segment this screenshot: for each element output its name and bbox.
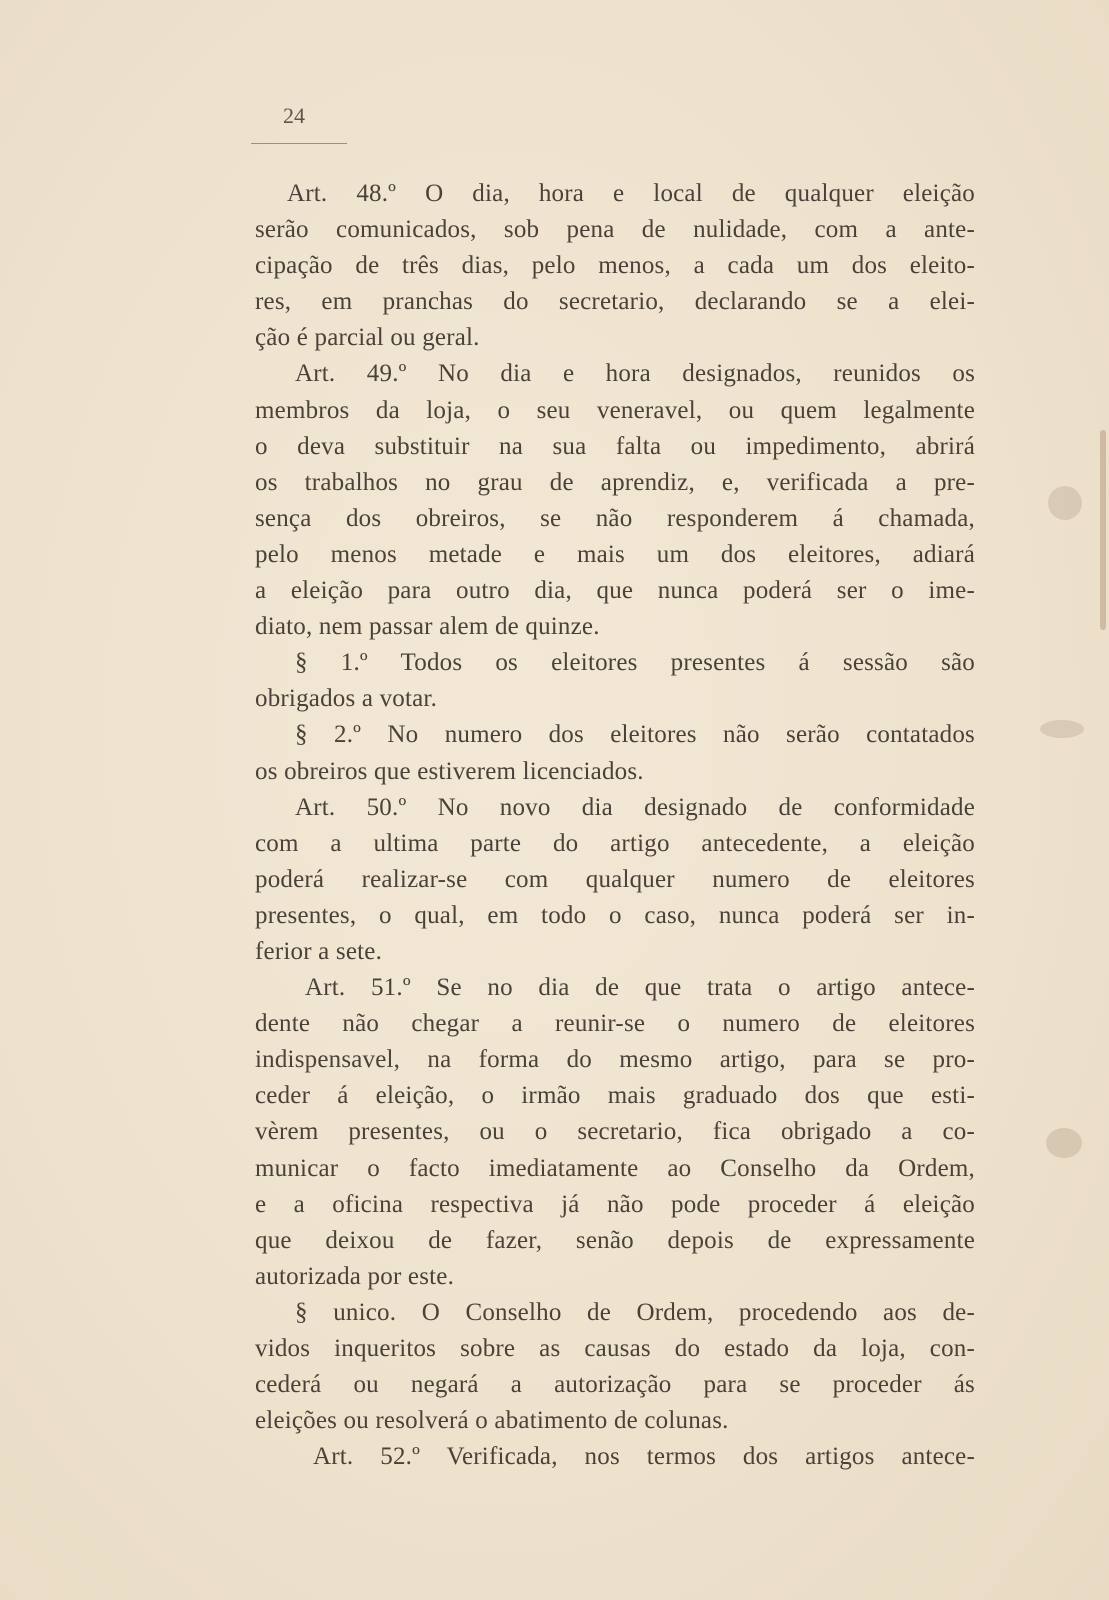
text-line: presentes, o qual, em todo o caso, nunca poderá ser in- — [255, 901, 975, 929]
text-line: § unico. O Conselho de Ordem, procedendo aos de- — [295, 1298, 975, 1326]
header-rule — [251, 143, 347, 144]
paper-stain — [1048, 486, 1082, 520]
text-line: com a ultima parte do artigo antecedente, a eleição — [255, 829, 975, 857]
text-line: Art. 49.º No dia e hora designados, reunidos os — [295, 360, 975, 388]
text-line: o deva substituir na sua falta ou impedimento, abrirá — [255, 432, 975, 460]
text-line: ção é parcial ou geral. — [255, 324, 480, 352]
text-line: vèrem presentes, ou o secretario, fica obrigado a co- — [255, 1118, 975, 1146]
text-line: poderá realizar-se com qualquer numero de eleitores — [255, 865, 975, 893]
text-line: § 2.º No numero dos eleitores não serão contatados — [295, 721, 975, 749]
text-line: os trabalhos no grau de aprendiz, e, verificada a pre- — [255, 468, 975, 496]
text-line: Art. 51.º Se no dia de que trata o artigo antece- — [305, 974, 975, 1002]
text-line: res, em pranchas do secretario, declarando se a elei- — [255, 288, 975, 316]
text-line: Art. 50.º No novo dia designado de conformidade — [295, 793, 975, 821]
text-line: § 1.º Todos os eleitores presentes á sessão são — [295, 649, 975, 677]
text-line: sença dos obreiros, se não responderem á chamada, — [255, 504, 975, 532]
text-line: ceder á eleição, o irmão mais graduado dos que esti- — [255, 1082, 975, 1110]
text-line: Art. 48.º O dia, hora e local de qualquer eleição — [287, 180, 975, 207]
text-line: ferior a sete. — [255, 937, 383, 965]
text-line: membros da loja, o seu veneravel, ou quem legalmente — [255, 396, 975, 424]
text-line: os obreiros que estiverem licenciados. — [255, 757, 644, 785]
text-line: que deixou de fazer, senão depois de expressamente — [255, 1226, 975, 1254]
text-line: autorizada por este. — [255, 1262, 455, 1290]
paper-stain — [1100, 430, 1106, 630]
text-line: cederá ou negará a autorização para se proceder ás — [255, 1371, 975, 1399]
text-line: municar o facto imediatamente ao Conselho da Ordem, — [255, 1154, 975, 1182]
text-line: a eleição para outro dia, que nunca poderá ser o ime- — [255, 577, 975, 605]
text-line: Art. 52.º Verificada, nos termos dos artigos antece- — [313, 1443, 975, 1471]
text-line: obrigados a votar. — [255, 685, 438, 713]
text-line: serão comunicados, sob pena de nulidade, com a ante- — [255, 216, 975, 244]
text-line: e a oficina respectiva já não pode proceder á eleição — [255, 1190, 975, 1218]
page-number: 24 — [283, 103, 305, 128]
text-line: diato, nem passar alem de quinze. — [255, 613, 600, 641]
text-line: pelo menos metade e mais um dos eleitores, adiará — [255, 540, 975, 568]
body-text — [255, 176, 975, 1475]
text-line: dente não chegar a reunir-se o numero de eleitores — [255, 1010, 975, 1038]
paper-stain — [1046, 1128, 1082, 1158]
text-line: indispensavel, na forma do mesmo artigo, para se pro- — [255, 1046, 975, 1074]
paper-stain — [1040, 720, 1084, 738]
text-line: eleições ou resolverá o abatimento de colunas. — [255, 1407, 729, 1435]
text-line: vidos inqueritos sobre as causas do estado da loja, con- — [255, 1335, 975, 1362]
text-line: cipação de três dias, pelo menos, a cada um dos eleito- — [255, 252, 975, 280]
